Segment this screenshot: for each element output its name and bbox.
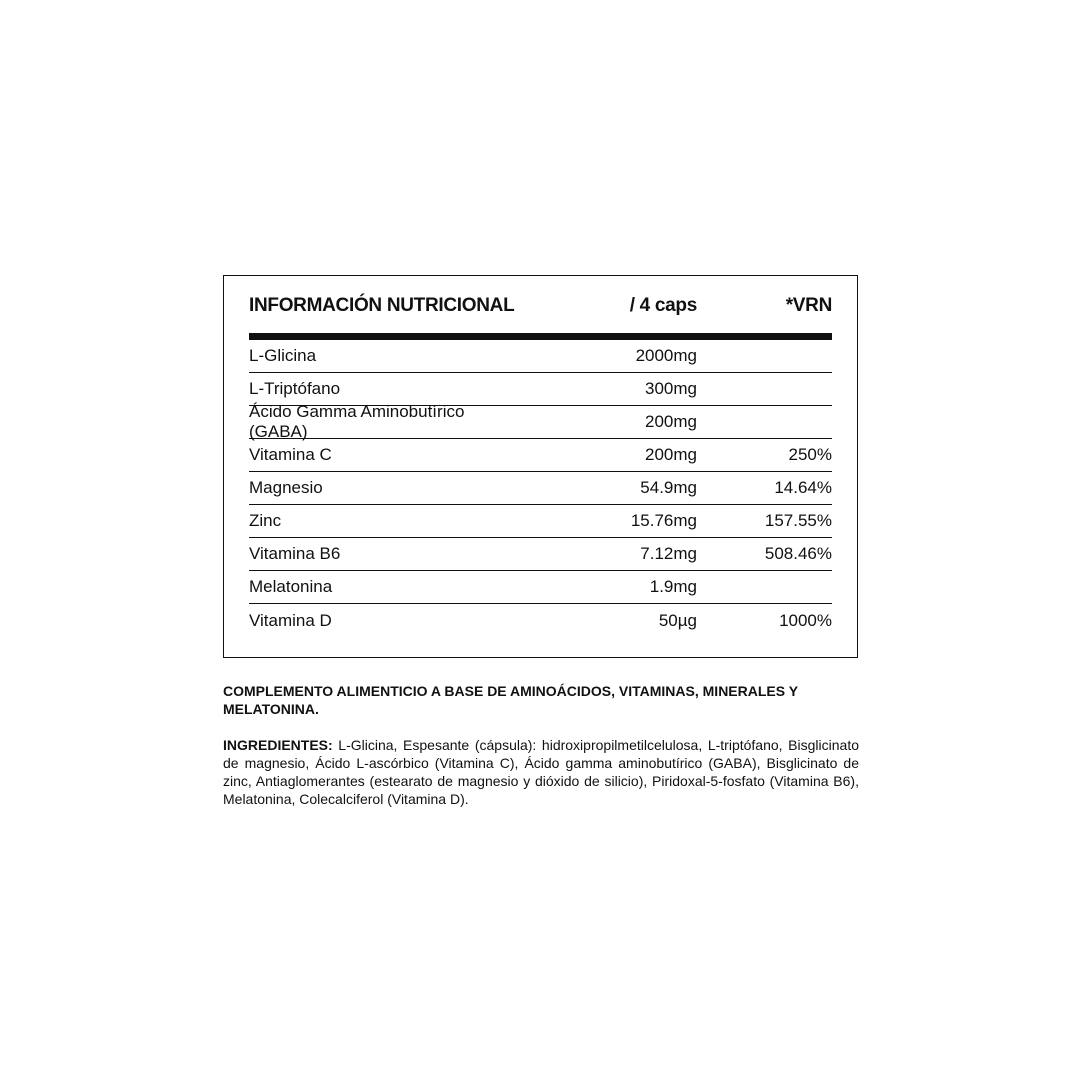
amount-column-header: / 4 caps [629,294,697,316]
nutrient-amount: 50µg [658,610,697,630]
nutrient-amount: 1.9mg [649,577,697,596]
ingredients-label: INGREDIENTES: [223,737,333,753]
product-description: COMPLEMENTO ALIMENTICIO A BASE DE AMINOÁCIDOS, VITAMINAS, MINERALES Y MELATONINA. [223,683,798,717]
nutrient-name: L-Triptófano [249,379,341,398]
nutrient-name: Vitamina B6 [249,544,341,563]
nutrient-vrn: 14.64% [774,478,832,497]
nutrient-name: L-Glicina [249,346,317,365]
ingredients-text [223,736,859,808]
table-row [249,402,832,441]
table-row [249,538,832,571]
nutrient-name: Ácido Gamma Aminobutírico (GABA) [249,402,465,441]
table-title: INFORMACIÓN NUTRICIONAL [249,294,515,316]
nutrient-vrn: 1000% [779,610,832,630]
table-row [249,472,832,505]
nutrient-amount: 15.76mg [630,511,697,530]
nutrient-name: Vitamina C [249,445,332,464]
nutrient-name: Melatonina [249,577,333,596]
nutrient-amount: 7.12mg [640,544,697,563]
vrn-column-header: *VRN [785,294,832,316]
nutrient-vrn: 250% [788,445,832,464]
nutrient-vrn: 157.55% [764,511,832,530]
table-row [249,505,832,538]
table-row [249,604,832,637]
nutrient-amount: 54.9mg [640,478,697,497]
nutrient-amount: 200mg [645,412,697,431]
nutrient-amount: 300mg [645,379,697,398]
nutrient-name: Magnesio [249,478,323,497]
table-header [249,276,832,333]
nutrition-table [223,275,858,658]
table-row [249,340,832,373]
table-row [249,439,832,472]
table-row [249,571,832,604]
header-divider [249,333,832,340]
table-body [249,340,832,637]
nutrient-amount: 200mg [645,445,697,464]
nutrient-name: Vitamina D [249,610,332,630]
nutrient-vrn: 508.46% [764,544,832,563]
ingredients-list: L-Glicina, Espesante (cápsula): hidroxipropilmetilcelulosa, L-triptófano, Bisglicinato de magnesio, Ácido L-ascórbico (Vitamina C), Ácido gamma aminobutírico (GABA), Bisglicinato de zinc, Antiaglomerantes (estearato de magnesio y dióxido de silicio), Piridoxal-5-fosfato (Vitamina B6), Melatonina, Colecalciferol (Vitamina D). [223,737,859,807]
nutrient-name: Zinc [249,511,282,530]
nutrient-amount: 2000mg [635,346,697,365]
